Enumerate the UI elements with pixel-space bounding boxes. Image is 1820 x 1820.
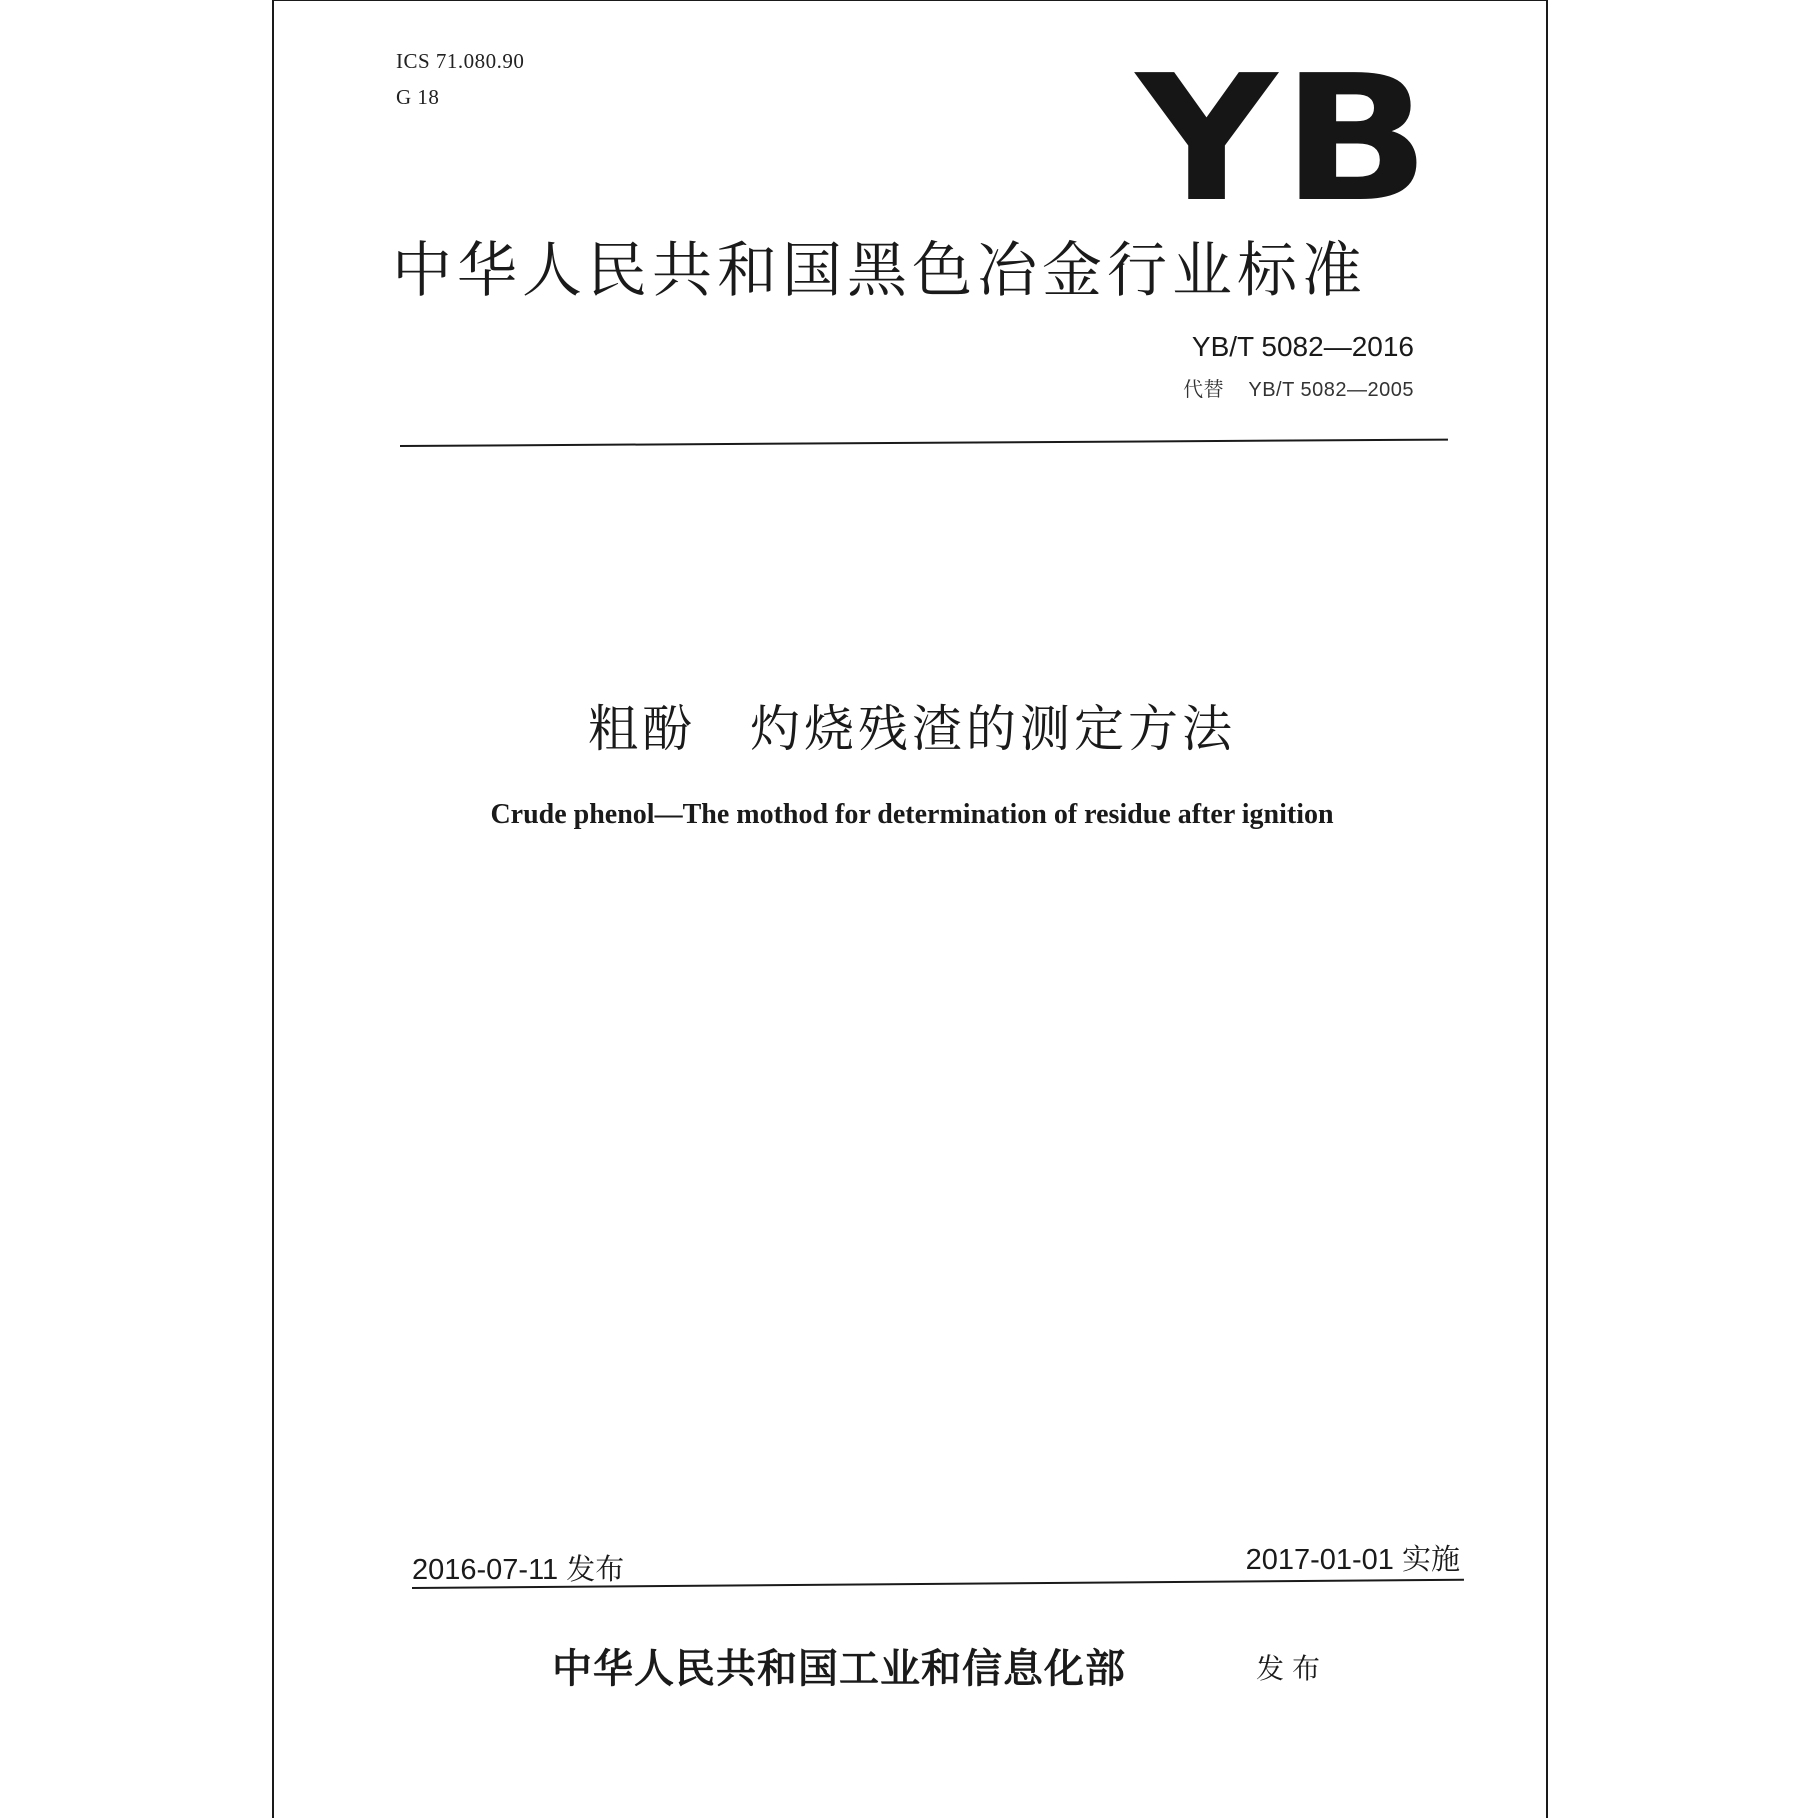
- replaces-code: YB/T 5082—2005: [1248, 379, 1414, 401]
- replaces-label: 代替: [1183, 379, 1225, 401]
- publish-label: 发布: [1256, 1652, 1329, 1685]
- implementation-date: 2017-01-01 实施: [1245, 1544, 1460, 1576]
- yb-logo: YB: [1136, 38, 1435, 241]
- standard-cover-page: [272, 0, 1548, 1818]
- publisher-name: 中华人民共和国工业和信息化部: [552, 1645, 1126, 1692]
- classification-code: G 18: [396, 85, 440, 109]
- ics-code: ICS 71.080.90: [396, 49, 525, 73]
- standard-category-title: 中华人民共和国黑色冶金行业标准: [392, 236, 1367, 306]
- document-title-english: Crude phenol—The mothod for determination of residue after ignition: [490, 799, 1334, 830]
- ics-block: [396, 43, 524, 115]
- issue-date: 2016-07-11 发布: [412, 1554, 625, 1586]
- document-title-chinese: 粗酚 灼烧残渣的测定方法: [588, 700, 1236, 758]
- top-divider: [400, 439, 1448, 447]
- replaces-line: [1183, 373, 1414, 402]
- standard-code: YB/T 5082—2016: [1191, 331, 1414, 362]
